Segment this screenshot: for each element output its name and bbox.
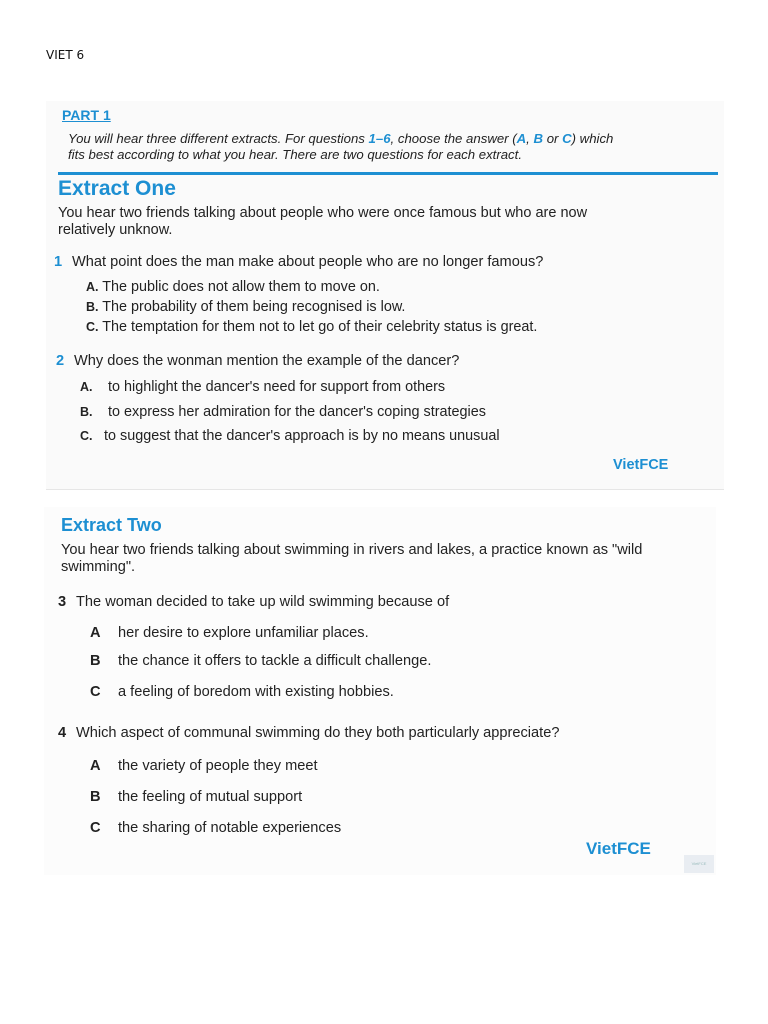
option-letter: A. [86, 280, 99, 294]
extract-two-title: Extract Two [61, 515, 162, 535]
instructions-text: or [543, 131, 563, 146]
option-text: to express her admiration for the dancer's coping strategies [108, 404, 486, 420]
q4-option-a [90, 758, 318, 774]
vietfce-watermark: VietFCE [613, 457, 669, 473]
instructions-text: You will hear three different extracts. For questions [68, 131, 369, 146]
question-4 [58, 725, 559, 741]
option-text: the sharing of notable experiences [118, 820, 342, 836]
option-letter: A [90, 758, 101, 774]
question-range: 1–6 [368, 131, 391, 146]
part-instructions [68, 131, 688, 163]
q1-option-b [86, 299, 405, 315]
description-line-2: relatively unknow. [58, 222, 173, 238]
option-c-ref: C [562, 131, 572, 146]
q3-option-a [90, 625, 369, 641]
option-text: The temptation for them not to let go of their celebrity status is great. [102, 319, 538, 335]
extract-one-description [58, 205, 718, 239]
vietfce-badge: VietFCE [684, 855, 714, 873]
extract-one-title: Extract One [58, 177, 176, 200]
option-letter: A. [80, 380, 93, 394]
question-4-text: Which aspect of communal swimming do they both particularly appreciate? [76, 725, 560, 741]
extract-one-scan [46, 101, 724, 489]
instructions-line-2: fits best according to what you hear. There are two questions for each extract. [68, 147, 522, 162]
instructions-text: ) which [571, 131, 614, 146]
option-text: to highlight the dancer's need for support from others [108, 379, 446, 395]
q2-option-c [80, 428, 500, 444]
page-header: VIET 6 [46, 48, 85, 62]
question-number: 4 [58, 725, 67, 741]
q3-option-c [90, 684, 394, 700]
q4-option-b [90, 789, 302, 805]
option-text: to suggest that the dancer's approach is by no means unusual [104, 428, 500, 444]
part-title: PART 1 [62, 107, 111, 123]
description-line-1: You hear two friends talking about swimming in rivers and lakes, a practice known as "wild [61, 542, 643, 558]
extract-two-description [61, 542, 711, 576]
option-text: the feeling of mutual support [118, 789, 303, 805]
option-b-ref: B [533, 131, 544, 146]
option-text: The public does not allow them to move on. [102, 279, 380, 295]
q2-option-b [80, 404, 486, 420]
description-line-1: You hear two friends talking about people who were once famous but who are now [58, 205, 588, 221]
option-text: a feeling of boredom with existing hobbies. [118, 684, 394, 700]
extract-two-scan [44, 507, 716, 875]
option-letter: C. [80, 429, 93, 443]
option-text: The probability of them being recognised is low. [102, 299, 406, 315]
option-letter: C [90, 820, 101, 836]
scan-divider [46, 489, 724, 490]
option-letter: B. [80, 405, 93, 419]
option-letter: A [90, 625, 101, 641]
question-number-icon: 2 [56, 353, 65, 369]
option-a-ref: A [516, 131, 527, 146]
q3-option-b [90, 653, 431, 669]
question-3-text: The woman decided to take up wild swimming because of [76, 594, 450, 610]
description-line-2: swimming". [61, 559, 136, 575]
option-letter: C [90, 684, 101, 700]
q1-option-c [86, 319, 537, 335]
question-2 [56, 353, 459, 369]
instructions-text: , [526, 131, 534, 146]
section-divider [58, 172, 718, 175]
question-1-text: What point does the man make about people who are no longer famous? [72, 254, 544, 270]
question-number: 3 [58, 594, 67, 610]
vietfce-watermark: VietFCE [586, 839, 651, 858]
option-text: the variety of people they meet [118, 758, 318, 774]
question-number-icon: 1 [54, 254, 63, 270]
question-1 [54, 254, 543, 270]
option-letter: B [90, 789, 101, 805]
option-letter: C. [86, 320, 99, 334]
q2-option-a [80, 379, 445, 395]
question-3 [58, 594, 449, 610]
instructions-text: , choose the answer ( [390, 131, 517, 146]
q1-option-a [86, 279, 380, 295]
option-text: the chance it offers to tackle a difficult challenge. [118, 653, 432, 669]
option-letter: B. [86, 300, 99, 314]
q4-option-c [90, 820, 341, 836]
question-2-text: Why does the wonman mention the example of the dancer? [74, 353, 460, 369]
option-text: her desire to explore unfamiliar places. [118, 625, 369, 641]
option-letter: B [90, 653, 101, 669]
